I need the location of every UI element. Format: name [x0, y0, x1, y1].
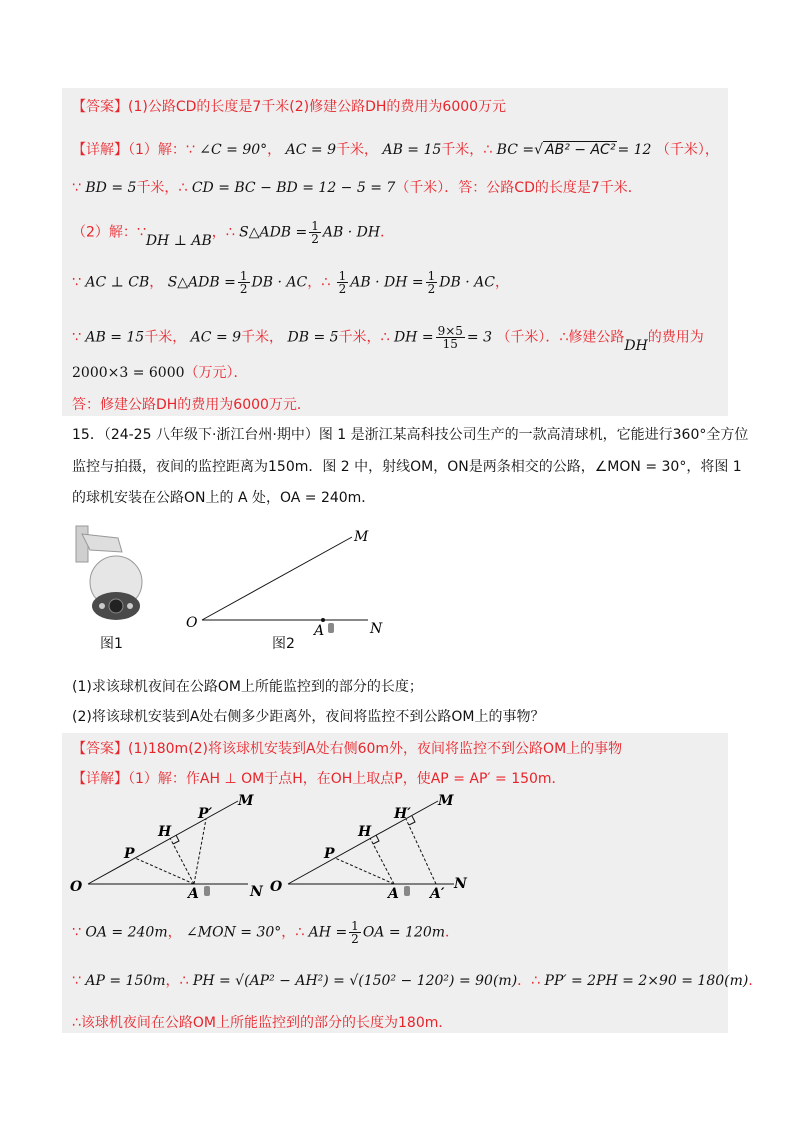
- label-o: O: [270, 879, 283, 895]
- label-n: N: [454, 876, 467, 892]
- label-p: P: [324, 846, 335, 862]
- ray-om: [202, 537, 352, 620]
- label-a-prime: A′: [430, 886, 445, 902]
- answer-line-2: [72, 738, 622, 760]
- detail-line-1: 【详解】（1）解：∵ ∠C = 90°， AC = 9千米， AB = 15千米，∴ BC =√ AB² − AC² = 12 （千米），: [72, 142, 719, 158]
- label-a: A: [314, 623, 325, 635]
- figure-4: [266, 792, 476, 902]
- label-a: A: [188, 886, 199, 902]
- label-m: M: [238, 793, 254, 809]
- answer-text-2: (1)180m(2)将该球机安装到A处右侧60m外，夜间将监控不到公路OM上的事物: [128, 741, 623, 757]
- segment-a-prime-h-prime: [406, 819, 436, 884]
- detail-tag: 【详解】: [72, 142, 128, 158]
- camera-mount: [76, 526, 88, 562]
- camera-led: [127, 603, 133, 609]
- ray-om: [288, 801, 438, 884]
- problem-line-3: 的球机安装在公路ON上的 A 处，OA = 240m．: [72, 490, 376, 506]
- problem-line-2: 监控与拍摄，夜间的监控距离为150m．图 2 中，射线OM，ON是两条相交的公路，∠MON = 30°，将图 1: [72, 459, 742, 475]
- detail-line-3: （2）解：∵DH ⊥ AB，∴ S△ADB = $\frac{1}{2}$ AB · DH．: [72, 219, 395, 249]
- answer-line-1: [72, 96, 506, 118]
- question-2: (2)将该球机安装到A处右侧多少距离外，夜间将监控不到公路OM上的事物？: [72, 709, 545, 725]
- camera-figure: [68, 520, 158, 630]
- point-a: [321, 618, 325, 622]
- label-h: H: [358, 824, 372, 840]
- label-o: O: [70, 879, 83, 895]
- question-1: (1)求该球机夜间在公路OM上所能监控到的部分的长度；: [72, 679, 423, 695]
- segment-ap-prime: [194, 819, 206, 884]
- figure-3: [66, 792, 266, 902]
- label-m: M: [438, 793, 454, 809]
- label-m: M: [354, 529, 369, 545]
- answer-text: (1)公路CD的长度是7千米(2)修建公路DH的费用为6000万元: [128, 99, 507, 115]
- detail-line-s2-3: ∵ AP = 150m，∴ PH = √(AP² − AH²) = √(150² − 120²) = 90(m)．∴ PP′ = 2PH = 2×90 = 180(m)．: [72, 973, 763, 989]
- detail-line-s2-2: ∵ OA = 240m， ∠MON = 30°，∴ AH = $\frac{1}{2}$ OA = 120m．: [72, 919, 460, 946]
- segment-ah: [170, 838, 194, 884]
- camera-lens: [109, 599, 123, 613]
- segment-ap: [335, 858, 394, 884]
- label-h: H: [158, 824, 172, 840]
- answer-tag-2: 【答案】: [72, 741, 128, 757]
- detail-line-4: ∵ AC ⊥ CB， S△ADB = $\frac{1}{2}$ DB · AC，∴ $\frac{1}{2}$ AB · DH = $\frac{1}{2}$ DB · AC，: [72, 269, 509, 296]
- detail-line-s2-1: 【详解】（1）解：作AH ⊥ OM于点H，在OH上取点P，使AP = AP′ = 150m．: [72, 771, 566, 787]
- label-n: N: [370, 621, 383, 635]
- label-n: N: [250, 884, 263, 900]
- figure-2: [180, 525, 390, 635]
- answer-tag: 【答案】: [72, 99, 128, 115]
- segment-ah: [370, 838, 394, 884]
- segment-ap: [135, 858, 194, 884]
- ray-om: [88, 801, 238, 884]
- problem-line-1: 15．（24-25 八年级下·浙江台州·期中）图 1 是浙江某高科技公司生产的一款高清球机，它能进行360°全方位: [72, 427, 749, 443]
- detail-line-2: ∵ BD = 5千米，∴ CD = BC − BD = 12 − 5 = 7（千米）．答：公路CD的长度是7千米．: [72, 180, 642, 196]
- camera-led: [99, 603, 105, 609]
- camera-mini-icon: [204, 886, 210, 896]
- label-o: O: [186, 615, 198, 631]
- label-h-prime: H′: [394, 806, 411, 822]
- label-p-prime: P′: [198, 806, 213, 822]
- camera-mini-icon: [328, 623, 334, 633]
- fig2-label: 图2: [272, 636, 295, 652]
- label-p: P: [124, 846, 135, 862]
- detail-line-6: 2000×3 = 6000（万元）．: [72, 365, 248, 381]
- detail-line-s2-4: ∴该球机夜间在公路OM上所能监控到的部分的长度为180m．: [72, 1015, 453, 1031]
- detail-line-7: 答：修建公路DH的费用为6000万元．: [72, 397, 311, 413]
- detail-line-5: ∵ AB = 15千米， AC = 9千米， DB = 5千米，∴ DH = $\frac{9\times 5}{15}$ = 3 （千米）．∴修建公路DH的费用为: [72, 324, 704, 354]
- label-a: A: [388, 886, 399, 902]
- camera-mini-icon: [404, 886, 410, 896]
- fig1-label: 图1: [100, 636, 123, 652]
